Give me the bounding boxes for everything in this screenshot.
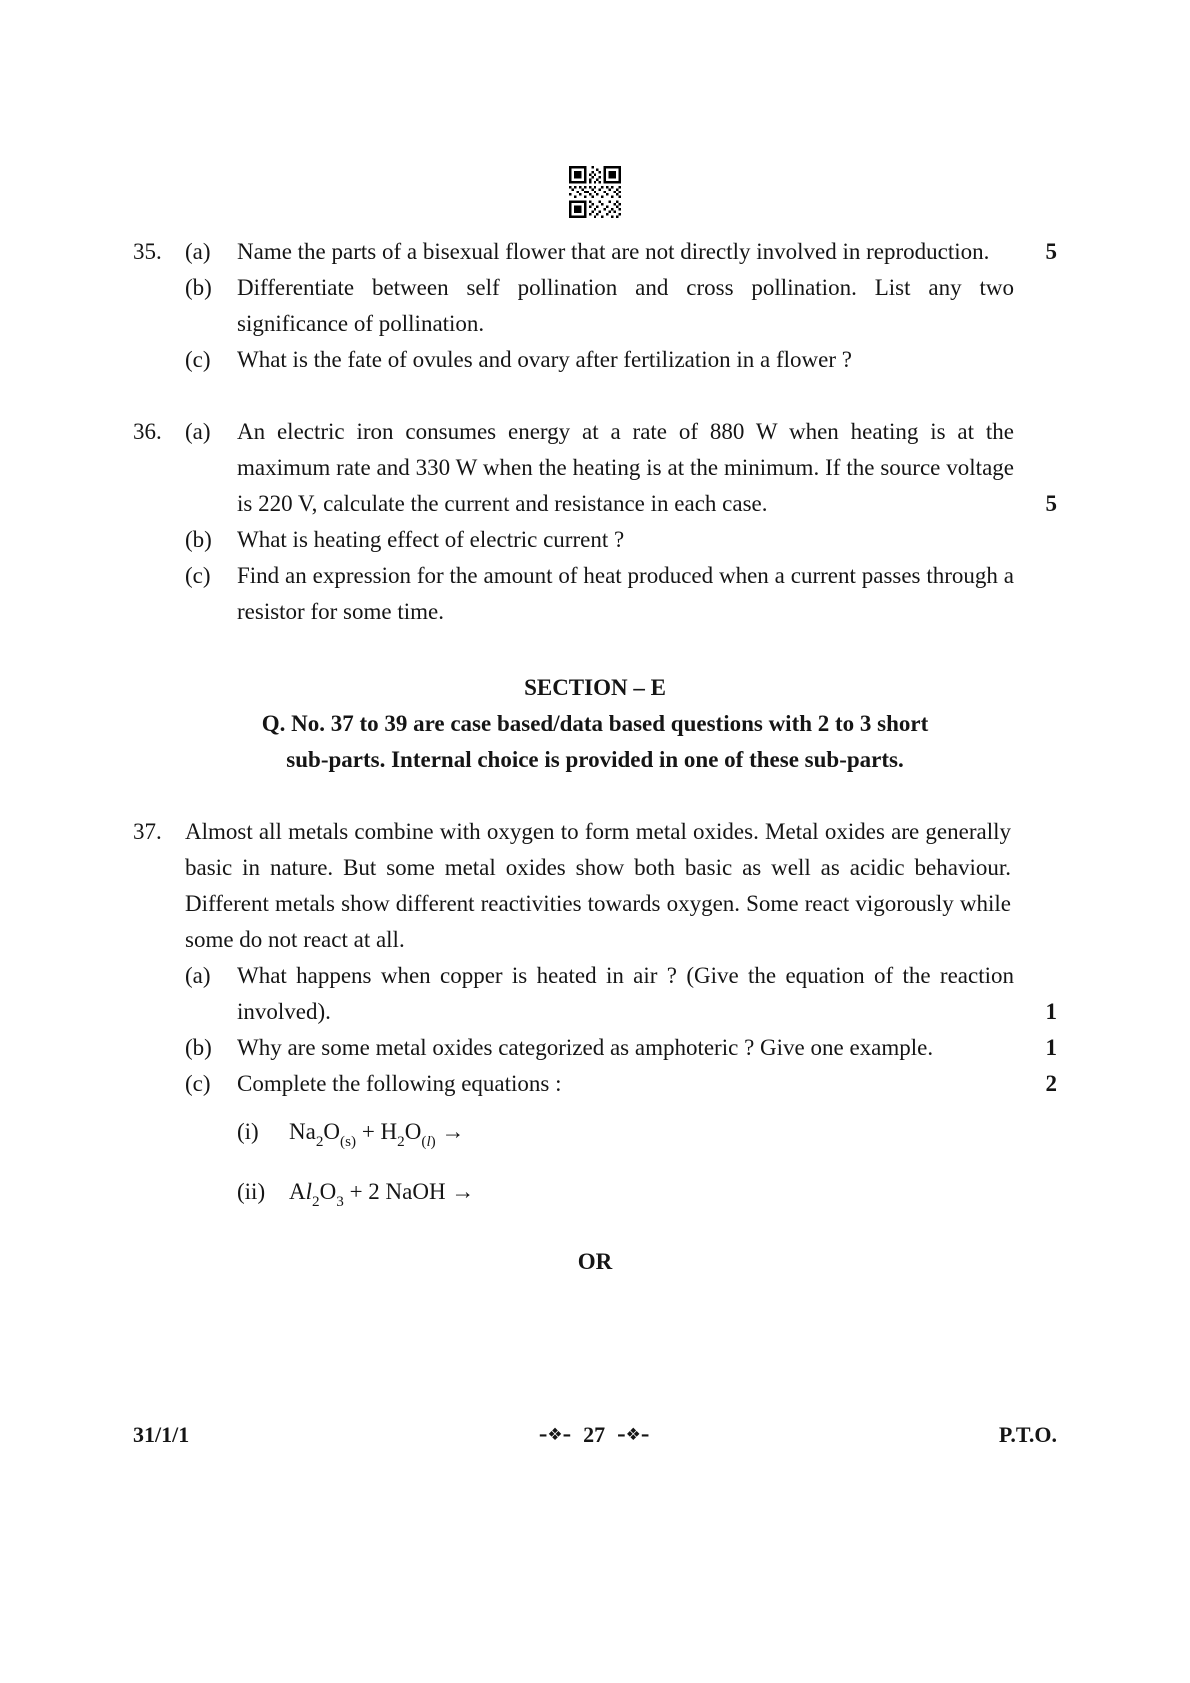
marks-badge: 5 (1045, 491, 1057, 516)
equation-label: (i) (237, 1119, 259, 1144)
question-35 (133, 234, 1057, 378)
marks-badge: 5 (1045, 239, 1057, 264)
section-title: SECTION – E (524, 675, 666, 700)
pto-label: P.T.O. (998, 1422, 1057, 1447)
section-instruction-line1: Q. No. 37 to 39 are case based/data based questions with 2 to 3 short (261, 711, 929, 736)
question-36-part-c (133, 558, 1057, 630)
equation-ii (237, 1172, 1057, 1222)
part-text: Name the parts of a bisexual flower that are not directly involved in reproduction. (237, 239, 990, 264)
equation-formula: $Al_2O_3 + 2$ NaOH → (289, 1178, 475, 1210)
or-separator: OR (577, 1248, 613, 1274)
ornament-left: –❖– (538, 1425, 572, 1445)
part-text: Complete the following equations : (237, 1071, 562, 1096)
question-36-part-b (133, 522, 1057, 558)
question-36-part-a (133, 414, 1057, 522)
part-label: (c) (185, 563, 211, 588)
question-37-part-a (133, 958, 1057, 1030)
page-content (0, 234, 1190, 1280)
part-text: What is heating effect of electric current ? (237, 527, 625, 552)
page-footer (133, 1422, 1057, 1448)
part-label: (b) (185, 275, 212, 300)
page-number-block (189, 1422, 999, 1448)
part-text: Find an expression for the amount of heat produced when a current passes through a resistor for some time. (237, 563, 1014, 624)
marks-badge: 1 (1045, 999, 1057, 1024)
marks-badge: 1 (1045, 1035, 1057, 1060)
question-37-intro (133, 814, 1057, 958)
part-text: Differentiate between self pollination and cross pollination. List any two significance of pollination. (237, 275, 1014, 336)
ornament-right: –❖– (617, 1425, 650, 1445)
question-35-part-a (133, 234, 1057, 270)
question-intro-text: Almost all metals combine with oxygen to form metal oxides. Metal oxides are generally basic in nature. But some metal oxides show both basic as well as acidic behaviour. Different metals show different reactivities towards oxygen. Some react vigorously while some do not react at all. (185, 819, 1011, 952)
part-label: (c) (185, 1071, 211, 1096)
equation-i (237, 1112, 1057, 1162)
part-text: Why are some metal oxides categorized as amphoteric ? Give one example. (237, 1035, 934, 1060)
question-37 (133, 814, 1057, 1222)
qr-code (0, 0, 1190, 218)
part-text: What is the fate of ovules and ovary after fertilization in a flower ? (237, 347, 852, 372)
section-instruction-line2: sub-parts. Internal choice is provided in one of these sub-parts. (286, 747, 904, 772)
marks-badge: 2 (1045, 1071, 1057, 1096)
part-text: An electric iron consumes energy at a rate of 880 W when heating is at the maximum rate and 330 W when the heating is at the minimum. If the source voltage is 220 V, calculate the current and resistance in each case. (237, 419, 1014, 516)
page-number: 27 (583, 1422, 606, 1447)
paper-code: 31/1/1 (133, 1422, 190, 1447)
question-number: 36. (133, 419, 162, 444)
equations-block (133, 1112, 1057, 1222)
question-37-part-b (133, 1030, 1057, 1066)
question-35-part-b (133, 270, 1057, 342)
part-label: (a) (185, 963, 211, 988)
part-label: (a) (185, 239, 211, 264)
part-text: What happens when copper is heated in air ? (Give the equation of the reaction involved). (237, 963, 1014, 1024)
part-label: (a) (185, 419, 211, 444)
question-number: 35. (133, 239, 162, 264)
equation-label: (ii) (237, 1178, 266, 1204)
question-36 (133, 414, 1057, 630)
question-35-part-c (133, 342, 1057, 378)
question-37-part-c (133, 1066, 1057, 1102)
part-label: (b) (185, 527, 212, 552)
question-number: 37. (133, 819, 162, 844)
equation-formula: $Na_2O_{(s)} + H_2O_{(l)}$ → (289, 1119, 465, 1150)
part-label: (c) (185, 347, 211, 372)
part-label: (b) (185, 1035, 212, 1060)
